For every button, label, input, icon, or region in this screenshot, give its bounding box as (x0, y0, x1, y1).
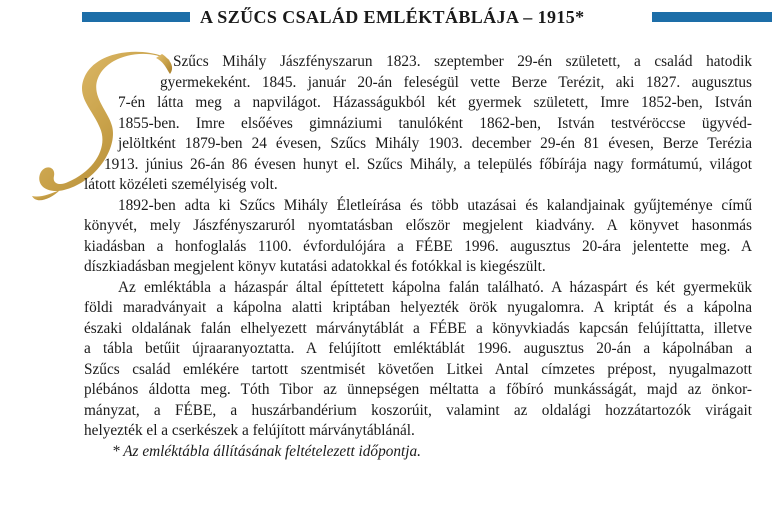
text-line: 7-én látta meg a napvilágot. Házasságukból két gyermek született, Imre 1852-ben, István (118, 94, 752, 111)
text-line: 1892-ben adta ki Szűcs Mihály Életleírása és több utazásai és kalandjainak gyűjteménye című (118, 196, 752, 214)
text-line: látott közéleti személyiség volt. (84, 176, 278, 193)
text-line: Szűcs Mihály Jászfényszarun 1823. szeptember 29-én született, a család hatodik (173, 53, 752, 70)
text-line: Az emléktábla a házaspár által építtetett kápolna falán található. A házaspárt és két gyermekük (118, 278, 752, 296)
paragraph-3 (84, 278, 752, 442)
text-line: északi oldalának falán elhelyezett márványtáblát a FÉBE a könyvkiadás kapcsán felújíttatta, illetve (84, 319, 752, 337)
page-title: A SZŰCS CSALÁD EMLÉKTÁBLÁJA – 1915* (200, 7, 585, 27)
text-line: kiadásban a honfoglalás 1100. évfordulójára a FÉBE 1996. augusztus 20-ára jelentette meg. A (84, 237, 752, 255)
text-line: könyvét, mely Jászfényszaruról nyomtatásban először megjelent kiadvány. A könyvet hasonmás (84, 217, 752, 234)
text-line: jelöltként 1879-ben 24 évesen, Szűcs Mihály 1903. december 29-én 81 évesen, Berze Terézia (118, 135, 752, 152)
page-header (82, 6, 772, 28)
text-line: gyermekeként. 1845. január 20-án feleségül vette Berze Terézit, aki 1827. augusztus (160, 73, 752, 91)
text-line: 1913. június 26-án 86 évesen hunyt el. Szűcs Mihály, a település főbírája nagy formátumú, világot (104, 155, 752, 173)
paragraph-2 (84, 196, 752, 278)
text-line: 1855-ben. Imre elsőéves gimnáziumi tanulóként 1862-ben, István testvéröccse ügyvéd- (118, 114, 752, 132)
paragraph-1 (84, 52, 752, 196)
article-body (84, 52, 752, 462)
text-line: földi maradványait a kápolna alatti kriptában helyezték örök nyugalomra. A kriptát és a kápolna (84, 299, 752, 316)
header-bar-right (652, 12, 772, 22)
header-bar-left (82, 12, 190, 22)
text-line: helyezték el a cserkészek a felújított márványtáblánál. (84, 422, 415, 439)
text-line: mányzat, a FÉBE, a huszárbandérium koszorúit, valamint az oldalági hozzátartozók virágait (84, 401, 752, 419)
text-line: a tábla betűit újraaranyoztatta. A felújított emléktáblát 1996. augusztus 20-án a kápolnában a (84, 340, 752, 357)
text-line: díszkiadásban megjelent könyv kutatási adatokkal és fotókkal is kiegészült. (84, 258, 546, 275)
text-line: Szűcs család emlékére tartott szentmisét követően Litkei Antal címzetes prépost, nyugalmazott (84, 360, 752, 378)
footnote: * Az emléktábla állításának feltételezett időpontja. (112, 442, 422, 460)
text-line: plébános áldotta meg. Tóth Tibor az ünnepségen méltatta a főbíró munkásságát, majd az önkor- (84, 381, 752, 398)
